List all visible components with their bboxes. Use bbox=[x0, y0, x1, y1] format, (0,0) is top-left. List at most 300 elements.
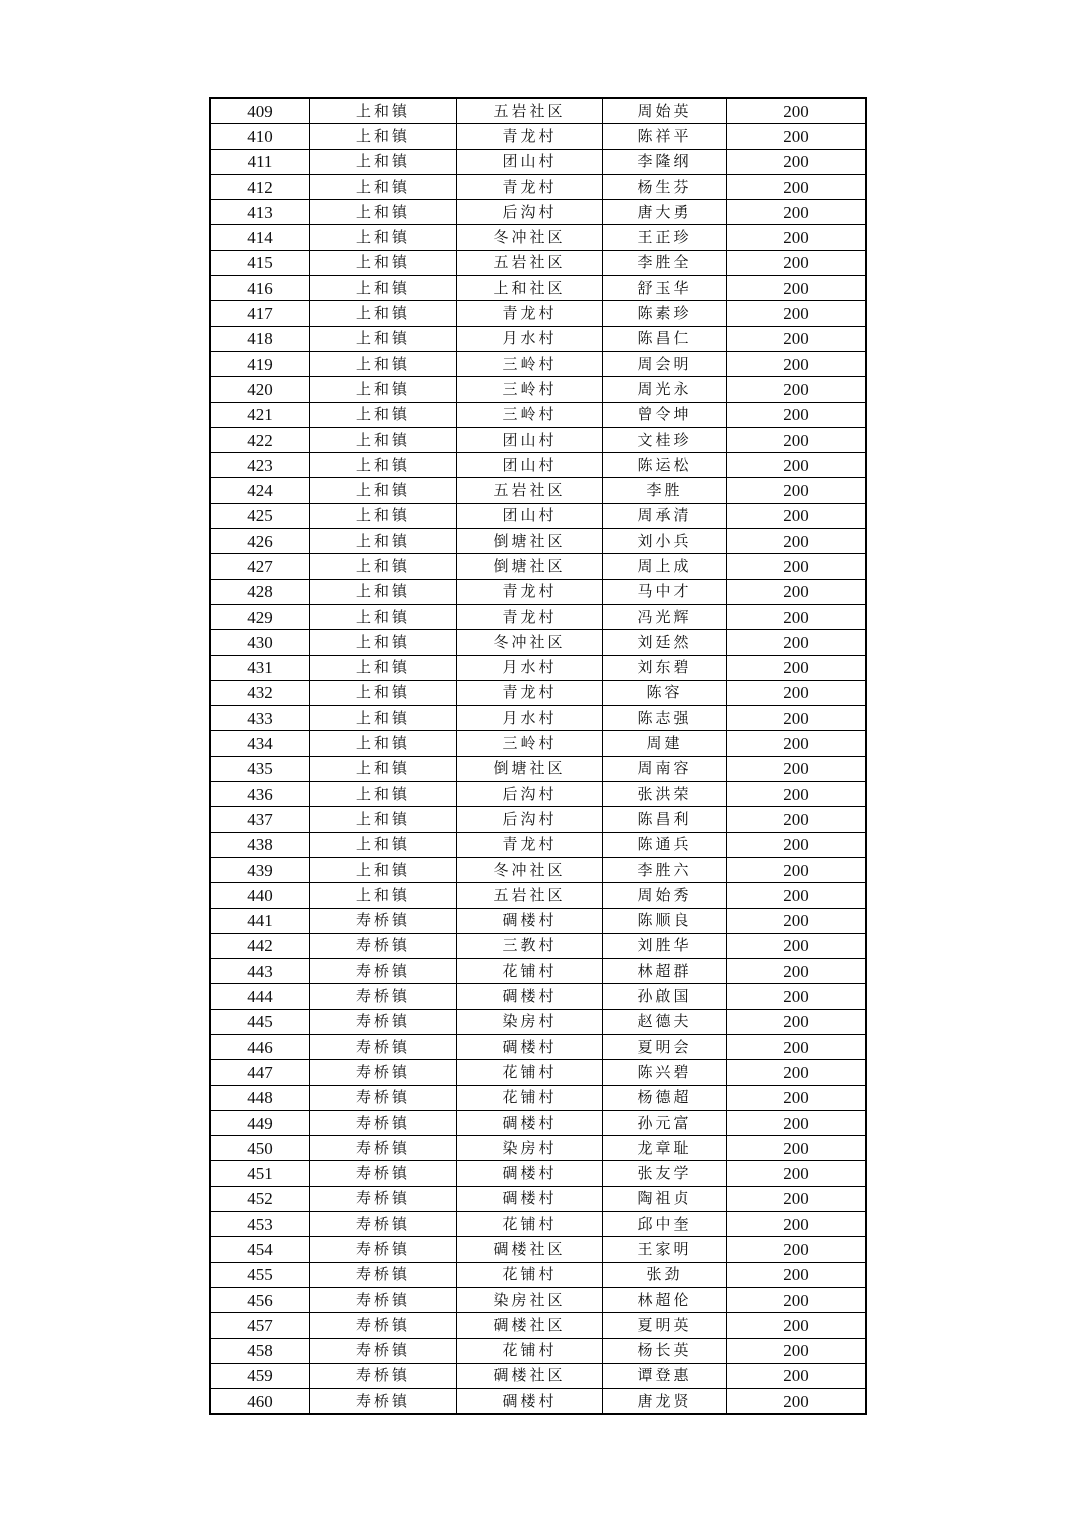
village-cell: 花铺村 bbox=[457, 1262, 603, 1287]
village-cell: 团山村 bbox=[457, 427, 603, 452]
amount-cell: 200 bbox=[727, 1034, 867, 1059]
table-row bbox=[210, 225, 866, 250]
town-cell: 上和镇 bbox=[310, 630, 457, 655]
table-row bbox=[210, 807, 866, 832]
name-cell: 唐大勇 bbox=[603, 200, 727, 225]
village-cell: 五岩社区 bbox=[457, 478, 603, 503]
village-cell: 倒塘社区 bbox=[457, 554, 603, 579]
row-number-cell: 428 bbox=[210, 579, 310, 604]
table-row bbox=[210, 503, 866, 528]
village-cell: 花铺村 bbox=[457, 1085, 603, 1110]
town-cell: 寿桥镇 bbox=[310, 1110, 457, 1135]
amount-cell: 200 bbox=[727, 1262, 867, 1287]
amount-cell: 200 bbox=[727, 427, 867, 452]
town-cell: 上和镇 bbox=[310, 174, 457, 199]
name-cell: 周南容 bbox=[603, 756, 727, 781]
town-cell: 上和镇 bbox=[310, 402, 457, 427]
row-number-cell: 455 bbox=[210, 1262, 310, 1287]
name-cell: 周始英 bbox=[603, 98, 727, 124]
town-cell: 上和镇 bbox=[310, 756, 457, 781]
name-cell: 夏明会 bbox=[603, 1034, 727, 1059]
table-row bbox=[210, 782, 866, 807]
table-row bbox=[210, 756, 866, 781]
village-cell: 三岭村 bbox=[457, 351, 603, 376]
name-cell: 陶祖贞 bbox=[603, 1186, 727, 1211]
town-cell: 上和镇 bbox=[310, 351, 457, 376]
roster-table-body bbox=[210, 98, 866, 1414]
row-number-cell: 443 bbox=[210, 959, 310, 984]
name-cell: 孙元富 bbox=[603, 1110, 727, 1135]
name-cell: 文桂珍 bbox=[603, 427, 727, 452]
town-cell: 上和镇 bbox=[310, 807, 457, 832]
row-number-cell: 409 bbox=[210, 98, 310, 124]
amount-cell: 200 bbox=[727, 579, 867, 604]
name-cell: 陈顺良 bbox=[603, 908, 727, 933]
name-cell: 刘小兵 bbox=[603, 529, 727, 554]
row-number-cell: 425 bbox=[210, 503, 310, 528]
name-cell: 曾令坤 bbox=[603, 402, 727, 427]
village-cell: 后沟村 bbox=[457, 807, 603, 832]
amount-cell: 200 bbox=[727, 782, 867, 807]
table-row bbox=[210, 1287, 866, 1312]
amount-cell: 200 bbox=[727, 503, 867, 528]
town-cell: 上和镇 bbox=[310, 453, 457, 478]
town-cell: 上和镇 bbox=[310, 124, 457, 149]
town-cell: 上和镇 bbox=[310, 579, 457, 604]
table-row bbox=[210, 98, 866, 124]
name-cell: 陈昌仁 bbox=[603, 326, 727, 351]
row-number-cell: 433 bbox=[210, 706, 310, 731]
town-cell: 寿桥镇 bbox=[310, 1161, 457, 1186]
town-cell: 寿桥镇 bbox=[310, 1009, 457, 1034]
row-number-cell: 451 bbox=[210, 1161, 310, 1186]
name-cell: 杨长英 bbox=[603, 1338, 727, 1363]
amount-cell: 200 bbox=[727, 630, 867, 655]
row-number-cell: 446 bbox=[210, 1034, 310, 1059]
village-cell: 碉楼社区 bbox=[457, 1363, 603, 1388]
row-number-cell: 445 bbox=[210, 1009, 310, 1034]
village-cell: 碉楼村 bbox=[457, 1186, 603, 1211]
amount-cell: 200 bbox=[727, 98, 867, 124]
name-cell: 陈容 bbox=[603, 680, 727, 705]
name-cell: 龙章耻 bbox=[603, 1136, 727, 1161]
name-cell: 孙啟国 bbox=[603, 984, 727, 1009]
table-row bbox=[210, 124, 866, 149]
village-cell: 月水村 bbox=[457, 655, 603, 680]
table-row bbox=[210, 604, 866, 629]
name-cell: 林超群 bbox=[603, 959, 727, 984]
row-number-cell: 435 bbox=[210, 756, 310, 781]
town-cell: 上和镇 bbox=[310, 529, 457, 554]
subsidy-roster-table bbox=[209, 97, 867, 1415]
name-cell: 李胜 bbox=[603, 478, 727, 503]
table-row bbox=[210, 478, 866, 503]
table-row bbox=[210, 200, 866, 225]
name-cell: 谭登惠 bbox=[603, 1363, 727, 1388]
table-row bbox=[210, 1212, 866, 1237]
row-number-cell: 431 bbox=[210, 655, 310, 680]
amount-cell: 200 bbox=[727, 756, 867, 781]
amount-cell: 200 bbox=[727, 1389, 867, 1415]
row-number-cell: 452 bbox=[210, 1186, 310, 1211]
name-cell: 陈祥平 bbox=[603, 124, 727, 149]
table-row bbox=[210, 351, 866, 376]
amount-cell: 200 bbox=[727, 857, 867, 882]
town-cell: 上和镇 bbox=[310, 554, 457, 579]
row-number-cell: 436 bbox=[210, 782, 310, 807]
town-cell: 寿桥镇 bbox=[310, 908, 457, 933]
village-cell: 青龙村 bbox=[457, 832, 603, 857]
row-number-cell: 440 bbox=[210, 883, 310, 908]
amount-cell: 200 bbox=[727, 1338, 867, 1363]
town-cell: 上和镇 bbox=[310, 503, 457, 528]
village-cell: 三岭村 bbox=[457, 402, 603, 427]
name-cell: 李胜全 bbox=[603, 250, 727, 275]
row-number-cell: 459 bbox=[210, 1363, 310, 1388]
amount-cell: 200 bbox=[727, 529, 867, 554]
village-cell: 青龙村 bbox=[457, 579, 603, 604]
name-cell: 邱中奎 bbox=[603, 1212, 727, 1237]
town-cell: 上和镇 bbox=[310, 149, 457, 174]
amount-cell: 200 bbox=[727, 731, 867, 756]
table-row bbox=[210, 276, 866, 301]
amount-cell: 200 bbox=[727, 807, 867, 832]
town-cell: 上和镇 bbox=[310, 832, 457, 857]
amount-cell: 200 bbox=[727, 1060, 867, 1085]
amount-cell: 200 bbox=[727, 1313, 867, 1338]
row-number-cell: 456 bbox=[210, 1287, 310, 1312]
amount-cell: 200 bbox=[727, 1186, 867, 1211]
village-cell: 染房村 bbox=[457, 1136, 603, 1161]
table-row bbox=[210, 1262, 866, 1287]
amount-cell: 200 bbox=[727, 453, 867, 478]
row-number-cell: 410 bbox=[210, 124, 310, 149]
town-cell: 寿桥镇 bbox=[310, 1060, 457, 1085]
row-number-cell: 415 bbox=[210, 250, 310, 275]
amount-cell: 200 bbox=[727, 1161, 867, 1186]
amount-cell: 200 bbox=[727, 984, 867, 1009]
row-number-cell: 412 bbox=[210, 174, 310, 199]
amount-cell: 200 bbox=[727, 250, 867, 275]
village-cell: 冬冲社区 bbox=[457, 225, 603, 250]
name-cell: 陈运松 bbox=[603, 453, 727, 478]
town-cell: 上和镇 bbox=[310, 706, 457, 731]
village-cell: 花铺村 bbox=[457, 1060, 603, 1085]
village-cell: 三岭村 bbox=[457, 731, 603, 756]
row-number-cell: 419 bbox=[210, 351, 310, 376]
amount-cell: 200 bbox=[727, 680, 867, 705]
amount-cell: 200 bbox=[727, 1009, 867, 1034]
name-cell: 陈昌利 bbox=[603, 807, 727, 832]
town-cell: 上和镇 bbox=[310, 98, 457, 124]
row-number-cell: 441 bbox=[210, 908, 310, 933]
amount-cell: 200 bbox=[727, 326, 867, 351]
table-row bbox=[210, 453, 866, 478]
town-cell: 上和镇 bbox=[310, 225, 457, 250]
name-cell: 王家明 bbox=[603, 1237, 727, 1262]
table-row bbox=[210, 1009, 866, 1034]
town-cell: 寿桥镇 bbox=[310, 1287, 457, 1312]
name-cell: 舒玉华 bbox=[603, 276, 727, 301]
row-number-cell: 426 bbox=[210, 529, 310, 554]
amount-cell: 200 bbox=[727, 959, 867, 984]
row-number-cell: 423 bbox=[210, 453, 310, 478]
town-cell: 上和镇 bbox=[310, 857, 457, 882]
town-cell: 上和镇 bbox=[310, 276, 457, 301]
town-cell: 寿桥镇 bbox=[310, 1363, 457, 1388]
amount-cell: 200 bbox=[727, 200, 867, 225]
village-cell: 青龙村 bbox=[457, 124, 603, 149]
village-cell: 冬冲社区 bbox=[457, 630, 603, 655]
village-cell: 碉楼村 bbox=[457, 1110, 603, 1135]
table-row bbox=[210, 655, 866, 680]
village-cell: 三岭村 bbox=[457, 377, 603, 402]
village-cell: 花铺村 bbox=[457, 959, 603, 984]
name-cell: 马中才 bbox=[603, 579, 727, 604]
row-number-cell: 427 bbox=[210, 554, 310, 579]
amount-cell: 200 bbox=[727, 933, 867, 958]
village-cell: 碉楼村 bbox=[457, 1034, 603, 1059]
row-number-cell: 448 bbox=[210, 1085, 310, 1110]
village-cell: 碉楼村 bbox=[457, 908, 603, 933]
village-cell: 倒塘社区 bbox=[457, 756, 603, 781]
amount-cell: 200 bbox=[727, 478, 867, 503]
table-row bbox=[210, 1389, 866, 1415]
name-cell: 刘东碧 bbox=[603, 655, 727, 680]
name-cell: 陈志强 bbox=[603, 706, 727, 731]
town-cell: 上和镇 bbox=[310, 883, 457, 908]
village-cell: 碉楼村 bbox=[457, 1389, 603, 1415]
village-cell: 月水村 bbox=[457, 326, 603, 351]
table-row bbox=[210, 1363, 866, 1388]
row-number-cell: 439 bbox=[210, 857, 310, 882]
row-number-cell: 458 bbox=[210, 1338, 310, 1363]
town-cell: 寿桥镇 bbox=[310, 933, 457, 958]
village-cell: 碉楼社区 bbox=[457, 1237, 603, 1262]
row-number-cell: 449 bbox=[210, 1110, 310, 1135]
row-number-cell: 424 bbox=[210, 478, 310, 503]
row-number-cell: 422 bbox=[210, 427, 310, 452]
amount-cell: 200 bbox=[727, 554, 867, 579]
table-row bbox=[210, 908, 866, 933]
table-row bbox=[210, 529, 866, 554]
table-row bbox=[210, 680, 866, 705]
amount-cell: 200 bbox=[727, 1110, 867, 1135]
town-cell: 上和镇 bbox=[310, 604, 457, 629]
village-cell: 花铺村 bbox=[457, 1338, 603, 1363]
village-cell: 青龙村 bbox=[457, 680, 603, 705]
town-cell: 寿桥镇 bbox=[310, 1085, 457, 1110]
row-number-cell: 450 bbox=[210, 1136, 310, 1161]
row-number-cell: 442 bbox=[210, 933, 310, 958]
name-cell: 周会明 bbox=[603, 351, 727, 376]
name-cell: 周建 bbox=[603, 731, 727, 756]
name-cell: 张劲 bbox=[603, 1262, 727, 1287]
town-cell: 上和镇 bbox=[310, 427, 457, 452]
amount-cell: 200 bbox=[727, 1237, 867, 1262]
village-cell: 染房社区 bbox=[457, 1287, 603, 1312]
amount-cell: 200 bbox=[727, 301, 867, 326]
row-number-cell: 418 bbox=[210, 326, 310, 351]
row-number-cell: 416 bbox=[210, 276, 310, 301]
table-row bbox=[210, 250, 866, 275]
row-number-cell: 437 bbox=[210, 807, 310, 832]
amount-cell: 200 bbox=[727, 908, 867, 933]
amount-cell: 200 bbox=[727, 1212, 867, 1237]
village-cell: 染房村 bbox=[457, 1009, 603, 1034]
town-cell: 上和镇 bbox=[310, 326, 457, 351]
amount-cell: 200 bbox=[727, 402, 867, 427]
town-cell: 寿桥镇 bbox=[310, 1034, 457, 1059]
row-number-cell: 414 bbox=[210, 225, 310, 250]
amount-cell: 200 bbox=[727, 351, 867, 376]
name-cell: 林超伦 bbox=[603, 1287, 727, 1312]
village-cell: 碉楼村 bbox=[457, 1161, 603, 1186]
table-row bbox=[210, 377, 866, 402]
table-row bbox=[210, 579, 866, 604]
table-row bbox=[210, 301, 866, 326]
row-number-cell: 413 bbox=[210, 200, 310, 225]
name-cell: 陈兴碧 bbox=[603, 1060, 727, 1085]
village-cell: 团山村 bbox=[457, 149, 603, 174]
name-cell: 周承清 bbox=[603, 503, 727, 528]
amount-cell: 200 bbox=[727, 706, 867, 731]
village-cell: 青龙村 bbox=[457, 604, 603, 629]
name-cell: 夏明英 bbox=[603, 1313, 727, 1338]
table-row bbox=[210, 933, 866, 958]
village-cell: 碉楼社区 bbox=[457, 1313, 603, 1338]
village-cell: 团山村 bbox=[457, 503, 603, 528]
table-row bbox=[210, 959, 866, 984]
village-cell: 倒塘社区 bbox=[457, 529, 603, 554]
village-cell: 青龙村 bbox=[457, 301, 603, 326]
table-row bbox=[210, 731, 866, 756]
village-cell: 后沟村 bbox=[457, 200, 603, 225]
row-number-cell: 411 bbox=[210, 149, 310, 174]
amount-cell: 200 bbox=[727, 832, 867, 857]
amount-cell: 200 bbox=[727, 1085, 867, 1110]
table-row bbox=[210, 1085, 866, 1110]
name-cell: 张洪荣 bbox=[603, 782, 727, 807]
name-cell: 刘胜华 bbox=[603, 933, 727, 958]
name-cell: 王正珍 bbox=[603, 225, 727, 250]
amount-cell: 200 bbox=[727, 655, 867, 680]
table-row bbox=[210, 149, 866, 174]
name-cell: 冯光辉 bbox=[603, 604, 727, 629]
village-cell: 冬冲社区 bbox=[457, 857, 603, 882]
table-row bbox=[210, 1186, 866, 1211]
name-cell: 刘廷然 bbox=[603, 630, 727, 655]
amount-cell: 200 bbox=[727, 377, 867, 402]
name-cell: 唐龙贤 bbox=[603, 1389, 727, 1415]
name-cell: 周上成 bbox=[603, 554, 727, 579]
name-cell: 周光永 bbox=[603, 377, 727, 402]
name-cell: 周始秀 bbox=[603, 883, 727, 908]
name-cell: 杨生芬 bbox=[603, 174, 727, 199]
town-cell: 上和镇 bbox=[310, 250, 457, 275]
row-number-cell: 420 bbox=[210, 377, 310, 402]
amount-cell: 200 bbox=[727, 174, 867, 199]
name-cell: 李隆纲 bbox=[603, 149, 727, 174]
table-row bbox=[210, 1237, 866, 1262]
name-cell: 陈通兵 bbox=[603, 832, 727, 857]
village-cell: 月水村 bbox=[457, 706, 603, 731]
amount-cell: 200 bbox=[727, 149, 867, 174]
table-row bbox=[210, 554, 866, 579]
row-number-cell: 447 bbox=[210, 1060, 310, 1085]
table-row bbox=[210, 1161, 866, 1186]
town-cell: 寿桥镇 bbox=[310, 1136, 457, 1161]
table-row bbox=[210, 1313, 866, 1338]
amount-cell: 200 bbox=[727, 604, 867, 629]
town-cell: 寿桥镇 bbox=[310, 1389, 457, 1415]
town-cell: 上和镇 bbox=[310, 478, 457, 503]
row-number-cell: 460 bbox=[210, 1389, 310, 1415]
town-cell: 寿桥镇 bbox=[310, 1262, 457, 1287]
row-number-cell: 429 bbox=[210, 604, 310, 629]
row-number-cell: 417 bbox=[210, 301, 310, 326]
town-cell: 上和镇 bbox=[310, 731, 457, 756]
village-cell: 团山村 bbox=[457, 453, 603, 478]
town-cell: 上和镇 bbox=[310, 377, 457, 402]
village-cell: 青龙村 bbox=[457, 174, 603, 199]
town-cell: 寿桥镇 bbox=[310, 1313, 457, 1338]
village-cell: 花铺村 bbox=[457, 1212, 603, 1237]
name-cell: 张友学 bbox=[603, 1161, 727, 1186]
village-cell: 五岩社区 bbox=[457, 883, 603, 908]
table-row bbox=[210, 427, 866, 452]
village-cell: 碉楼村 bbox=[457, 984, 603, 1009]
row-number-cell: 432 bbox=[210, 680, 310, 705]
table-row bbox=[210, 1060, 866, 1085]
town-cell: 寿桥镇 bbox=[310, 1212, 457, 1237]
row-number-cell: 438 bbox=[210, 832, 310, 857]
town-cell: 上和镇 bbox=[310, 680, 457, 705]
town-cell: 上和镇 bbox=[310, 301, 457, 326]
amount-cell: 200 bbox=[727, 276, 867, 301]
village-cell: 五岩社区 bbox=[457, 250, 603, 275]
row-number-cell: 454 bbox=[210, 1237, 310, 1262]
table-row bbox=[210, 326, 866, 351]
row-number-cell: 421 bbox=[210, 402, 310, 427]
name-cell: 李胜六 bbox=[603, 857, 727, 882]
village-cell: 五岩社区 bbox=[457, 98, 603, 124]
table-row bbox=[210, 1034, 866, 1059]
town-cell: 寿桥镇 bbox=[310, 959, 457, 984]
amount-cell: 200 bbox=[727, 1287, 867, 1312]
row-number-cell: 453 bbox=[210, 1212, 310, 1237]
amount-cell: 200 bbox=[727, 124, 867, 149]
table-row bbox=[210, 857, 866, 882]
amount-cell: 200 bbox=[727, 1136, 867, 1161]
table-row bbox=[210, 630, 866, 655]
town-cell: 寿桥镇 bbox=[310, 1237, 457, 1262]
table-row bbox=[210, 984, 866, 1009]
village-cell: 后沟村 bbox=[457, 782, 603, 807]
table-row bbox=[210, 174, 866, 199]
town-cell: 寿桥镇 bbox=[310, 1338, 457, 1363]
table-row bbox=[210, 1136, 866, 1161]
town-cell: 上和镇 bbox=[310, 200, 457, 225]
amount-cell: 200 bbox=[727, 225, 867, 250]
amount-cell: 200 bbox=[727, 883, 867, 908]
row-number-cell: 457 bbox=[210, 1313, 310, 1338]
amount-cell: 200 bbox=[727, 1363, 867, 1388]
name-cell: 赵德夫 bbox=[603, 1009, 727, 1034]
table-row bbox=[210, 883, 866, 908]
village-cell: 上和社区 bbox=[457, 276, 603, 301]
table-row bbox=[210, 706, 866, 731]
